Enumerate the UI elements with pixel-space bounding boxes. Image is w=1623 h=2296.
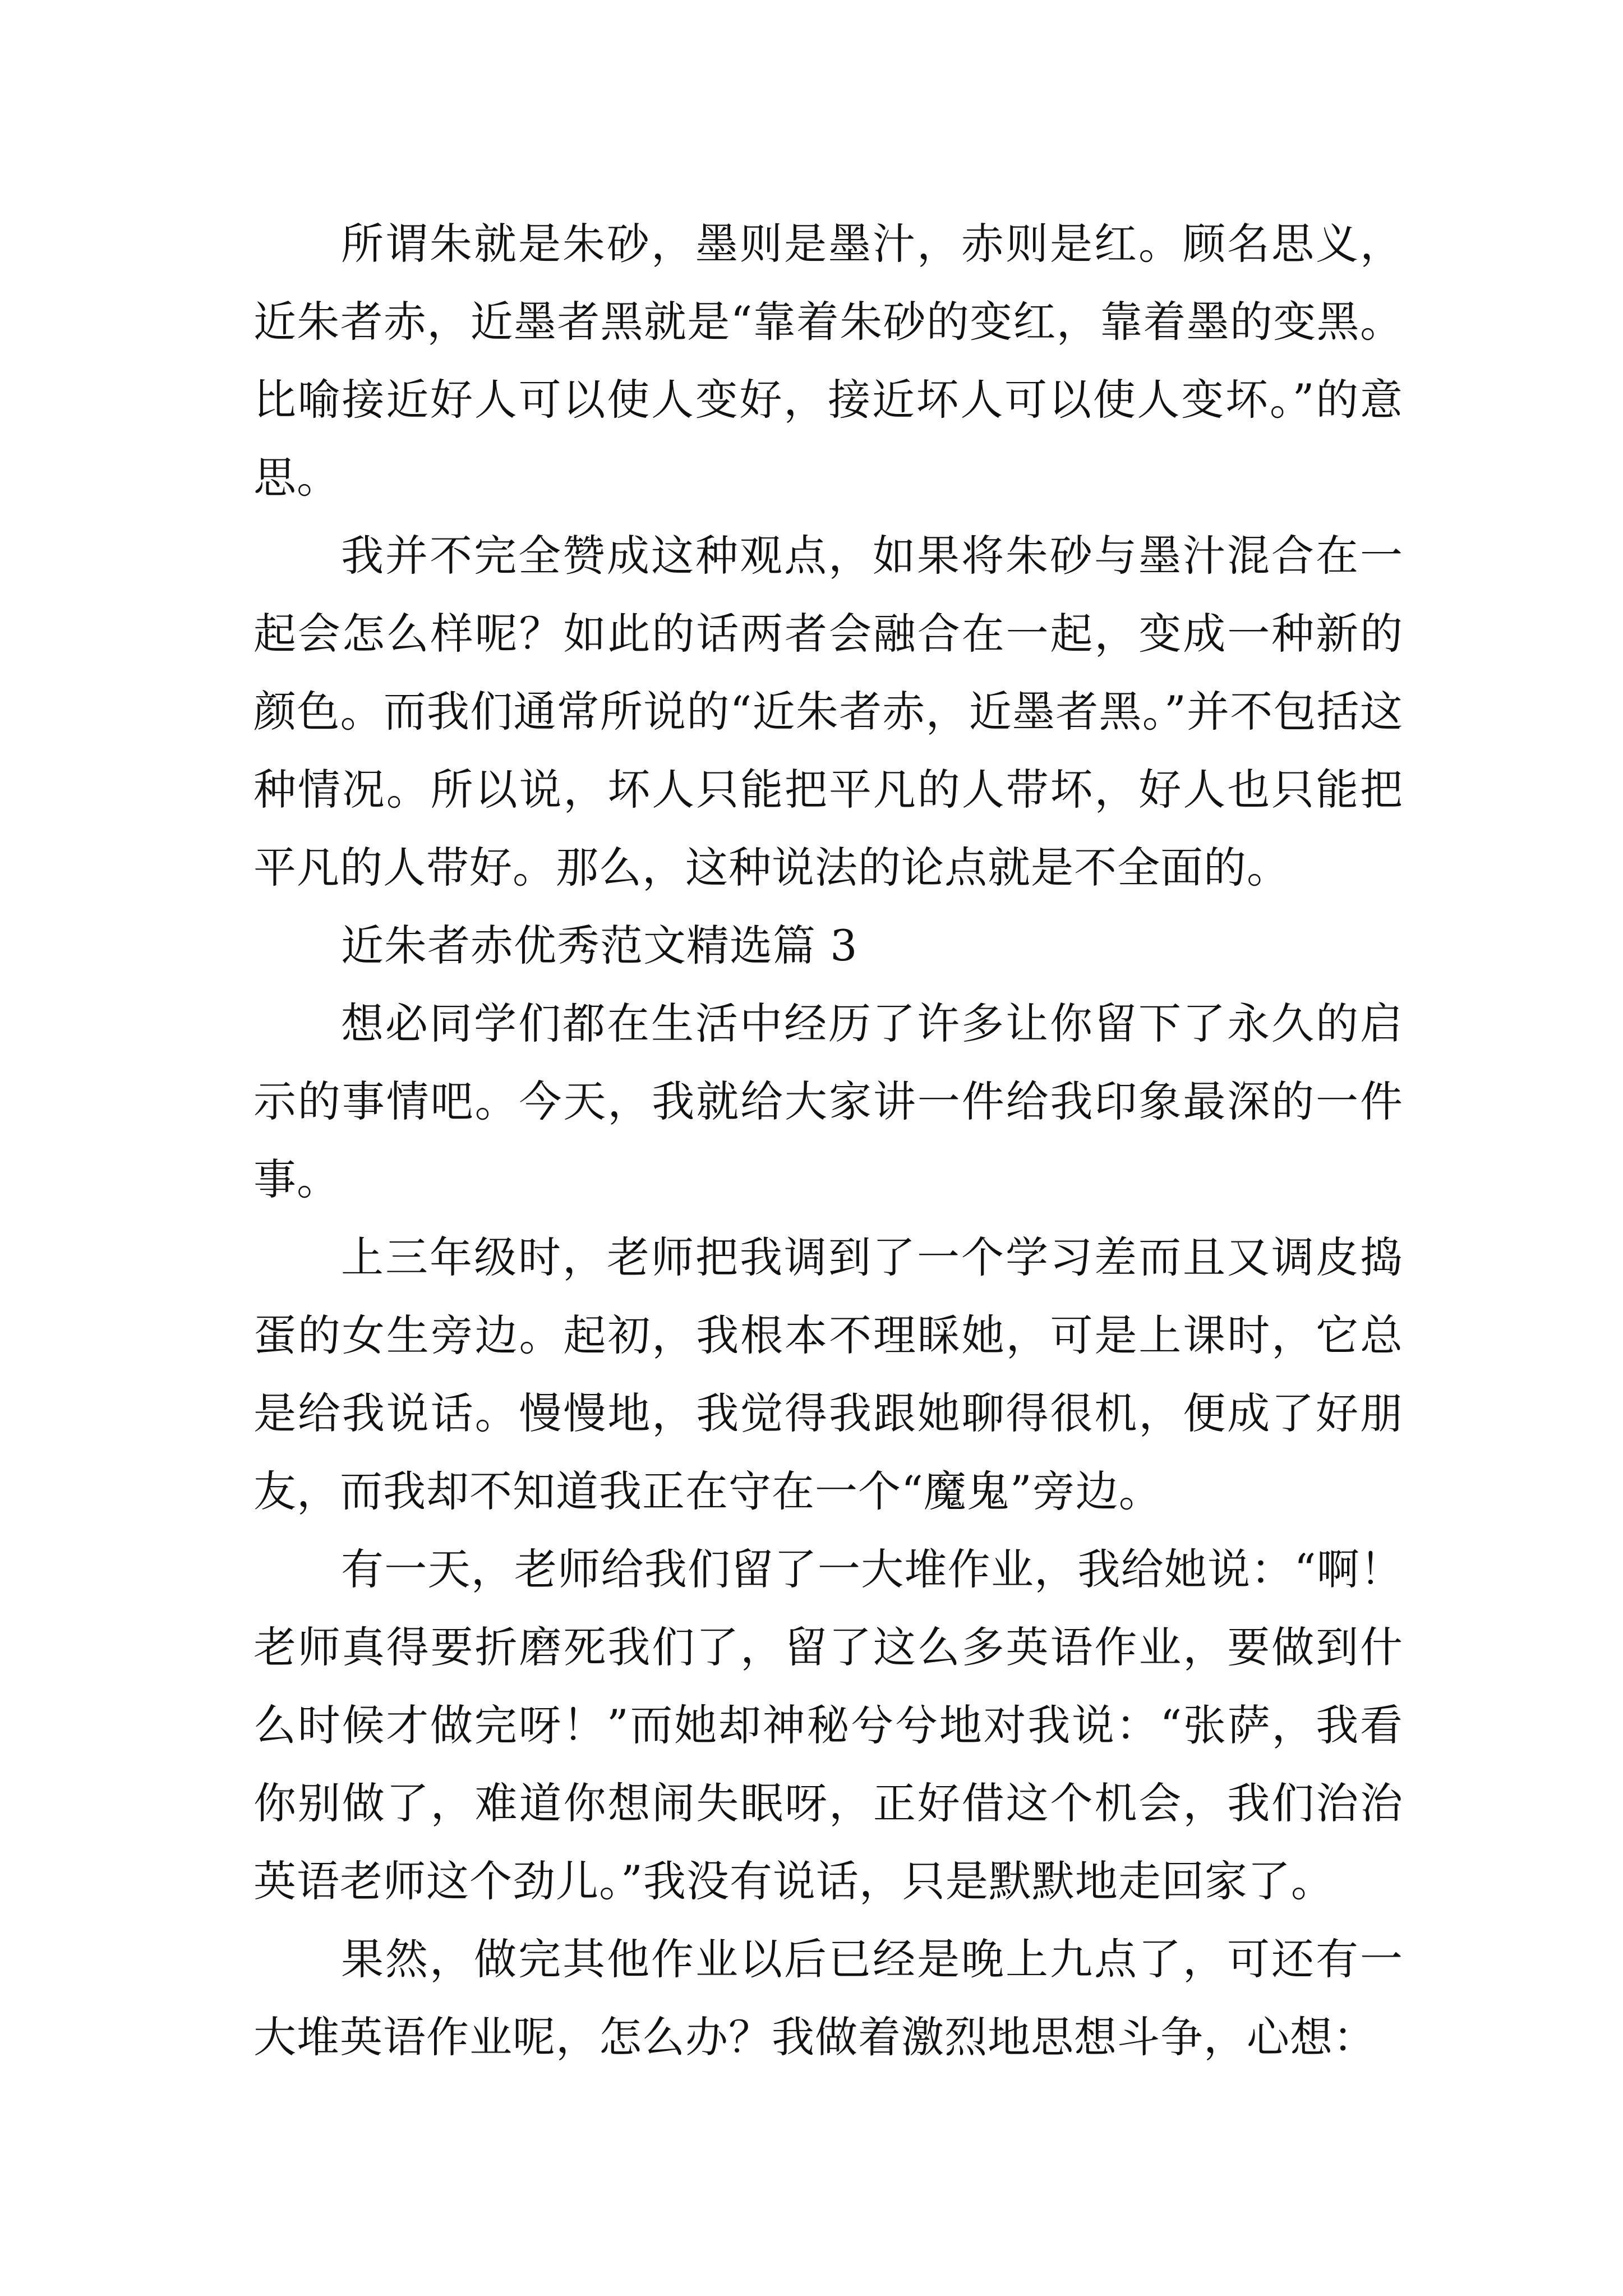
paragraph-2: 我并不完全赞成这种观点，如果将朱砂与墨汁混合在一起会怎么样呢？如此的话两者会融合在一起，变成一种新的颜色。而我们通常所说的“近朱者赤，近墨者黑。”并不包括这种情况。所以说，坏人只能把平凡的人带坏，好人也只能把平凡的人带好。那么，这种说法的论点就是不全面的。 — [253, 531, 1403, 892]
paragraph-5: 有一天，老师给我们留了一大堆作业，我给她说：“啊！老师真得要折磨死我们了，留了这么多英语作业，要做到什么时候才做完呀！”而她却神秘兮兮地对我说：“张萨，我看你别做了，难道你想闹失眠呀，正好借这个机会，我们治治英语老师这个劲儿。”我没有说话，只是默默地走回家了。 — [253, 1544, 1403, 1906]
section-heading: 近朱者赤优秀范文精选篇 3 — [341, 921, 858, 970]
paragraph-1: 所谓朱就是朱砂，墨则是墨汁，赤则是红。顾名思义，近朱者赤，近墨者黑就是“靠着朱砂的变红，靠着墨的变黑。比喻接近好人可以使人变好，接近坏人可以使人变坏。”的意思。 — [253, 219, 1403, 503]
paragraph-3: 想必同学们都在生活中经历了许多让你留下了永久的启示的事情吧。今天，我就给大家讲一件给我印象最深的一件事。 — [253, 999, 1403, 1204]
paragraph-4: 上三年级时，老师把我调到了一个学习差而且又调皮捣蛋的女生旁边。起初，我根本不理睬她，可是上课时，它总是给我说话。慢慢地，我觉得我跟她聊得很机，便成了好朋友，而我却不知道我正在守在一个“魔鬼”旁边。 — [253, 1232, 1403, 1516]
paragraph-6: 果然，做完其他作业以后已经是晚上九点了，可还有一大堆英语作业呢，怎么办？我做着激烈地思想斗争，心想： — [253, 1934, 1403, 2062]
document-body — [253, 205, 1403, 2076]
